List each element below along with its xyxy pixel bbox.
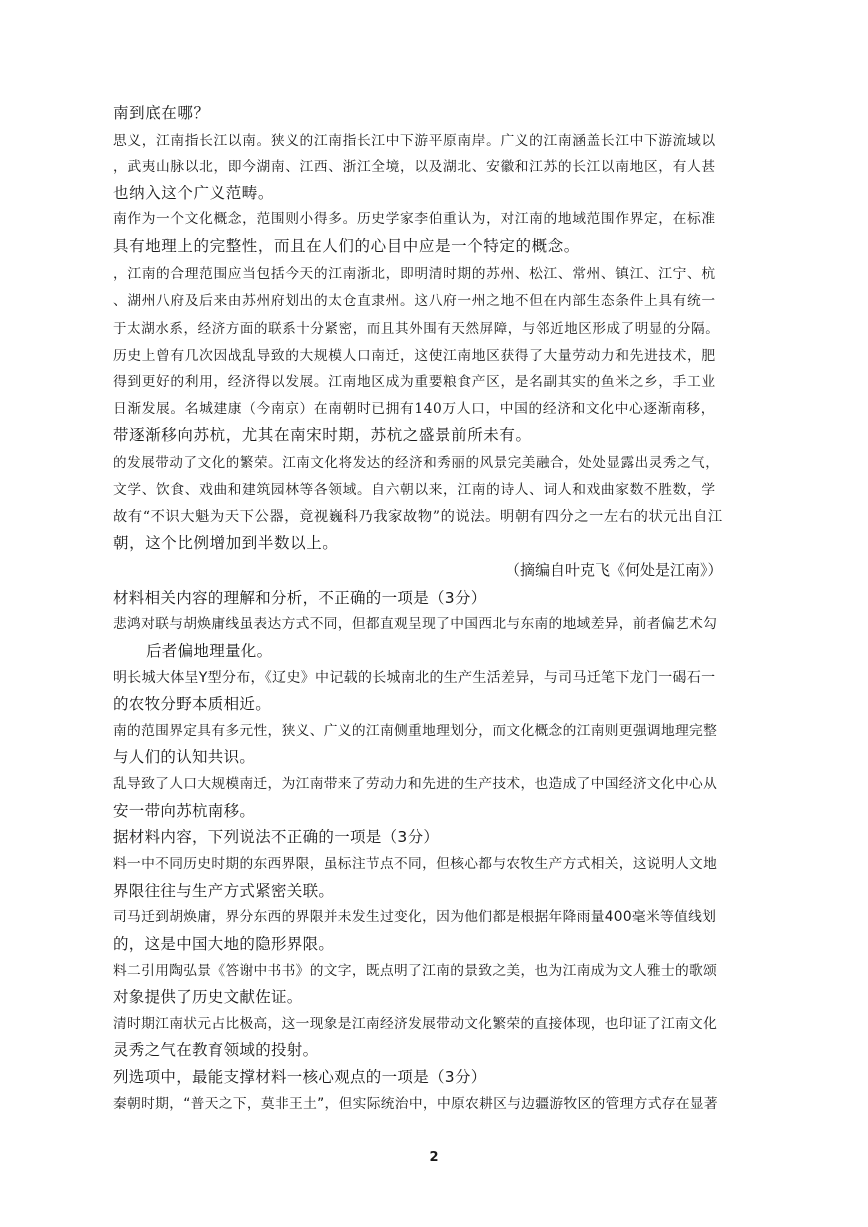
question-line: 明长城大体呈Y型分布，《辽史》中记载的长城南北的生产生活差异，与司马迁笔下龙门一碣石一 <box>113 670 716 686</box>
source-citation: （摘编自叶克飞《何处是江南》） <box>505 561 723 579</box>
question-line: 清时期江南状元占比极高，这一现象是江南经济发展带动文化繁荣的直接体现，也印证了江南文化 <box>113 1016 718 1032</box>
question-line: 司马迁到胡焕庸，界分东西的界限并未发生过变化，因为他们都是根据年降雨量400毫米等值线划 <box>113 909 717 925</box>
passage-line: 思义，江南指长江以南。狭义的江南指长江中下游平原南岸。广义的江南涵盖长江中下游流域以 <box>113 133 716 149</box>
question-line: 灵秀之气在教育领域的投射。 <box>113 1041 319 1059</box>
passage-line: 得到更好的利用，经济得以发展。江南地区成为重要粮食产区，是名副其实的鱼米之乡，手工业 <box>113 374 716 390</box>
question-line: 安一带向苏杭南移。 <box>113 802 256 820</box>
passage-line: 日渐发展。名城建康（今南京）在南朝时已拥有140万人口，中国的经济和文化中心逐渐南移， <box>113 401 716 417</box>
passage-line: 于太湖水系，经济方面的联系十分紧密，而且其外围有天然屏障，与邻近地区形成了明显的分隔。 <box>113 321 720 337</box>
passage-line: 历史上曾有几次因战乱导致的大规模人口南迁，这使江南地区获得了大量劳动力和先进技术，肥 <box>113 348 716 364</box>
passage-line: ，江南的合理范围应当包括今天的江南浙北，即明清时期的苏州、松江、常州、镇江、江宁、杭 <box>113 266 716 282</box>
page-number: 2 <box>429 1150 439 1165</box>
passage-line: ，武夷山脉以北，即今湖南、江西、浙江全境，以及湖北、安徽和江苏的长江以南地区，有人甚 <box>113 159 716 175</box>
question-line: 南的范围界定具有多元性，狭义、广义的江南侧重地理划分，而文化概念的江南则更强调地理完整 <box>113 723 718 739</box>
question-line: 料二引用陶弘景《答谢中书书》的文字，既点明了江南的景致之美，也为江南成为文人雅士的歌颂 <box>113 963 718 979</box>
question-line: 与人们的认知共识。 <box>113 748 256 766</box>
passage-line: 、湖州八府及后来由苏州府划出的太仓直隶州。这八府一州之地不但在内部生态条件上具有统一 <box>113 293 716 309</box>
question-line: 列选项中，最能支撑材料一核心观点的一项是（3分） <box>113 1068 487 1086</box>
passage-line: 朝，这个比例增加到半数以上。 <box>113 534 339 552</box>
question-line: 乱导致了人口大规模南迁，为江南带来了劳动力和先进的生产技术，也造成了中国经济文化中心从 <box>113 776 718 792</box>
passage-line: 具有地理上的完整性，而且在人们的心目中应是一个特定的概念。 <box>113 237 580 255</box>
question-line: 对象提供了历史文献佐证。 <box>113 988 303 1006</box>
passage-line: 的发展带动了文化的繁荣。江南文化将发达的经济和秀丽的风景完美融合，处处显露出灵秀之气， <box>113 455 720 471</box>
passage-line: 带逐渐移向苏杭，尤其在南宋时期，苏杭之盛景前所未有。 <box>113 426 532 444</box>
passage-line: 南到底在哪？ <box>113 104 210 122</box>
question-line: 料一中不同历史时期的东西界限，虽标注节点不同，但核心都与农牧生产方式相关，这说明人文地 <box>113 856 718 872</box>
question-line: 界限往往与生产方式紧密关联。 <box>113 882 335 900</box>
question-line: 的农牧分野本质相近。 <box>113 695 272 713</box>
question-line: 悲鸿对联与胡焕庸线虽表达方式不同，但都直观呈现了中国西北与东南的地域差异，前者偏艺术勾 <box>113 616 718 632</box>
question-line: 后者偏地理量化。 <box>146 642 273 660</box>
question-line: 秦朝时期，“普天之下，莫非王土”，但实际统治中，中原农耕区与边疆游牧区的管理方式存在显著 <box>113 1096 718 1112</box>
passage-line: 也纳入这个广义范畴。 <box>113 184 275 202</box>
passage-line: 南作为一个文化概念，范围则小得多。历史学家李伯重认为，对江南的地域范围作界定，在标准 <box>113 211 716 227</box>
question-line: 据材料内容，下列说法不正确的一项是（3分） <box>113 828 440 846</box>
passage-line: 故有“不识大魁为天下公器，竟视巍科乃我家故物”的说法。明朝有四分之一左右的状元出自江 <box>113 509 723 525</box>
question-line: 材料相关内容的理解和分析，不正确的一项是（3分） <box>113 589 487 607</box>
question-line: 的，这是中国大地的隐形界限。 <box>113 935 335 953</box>
passage-line: 文学、饮食、戏曲和建筑园林等各领域。自六朝以来，江南的诗人、词人和戏曲家数不胜数，学 <box>113 482 716 498</box>
